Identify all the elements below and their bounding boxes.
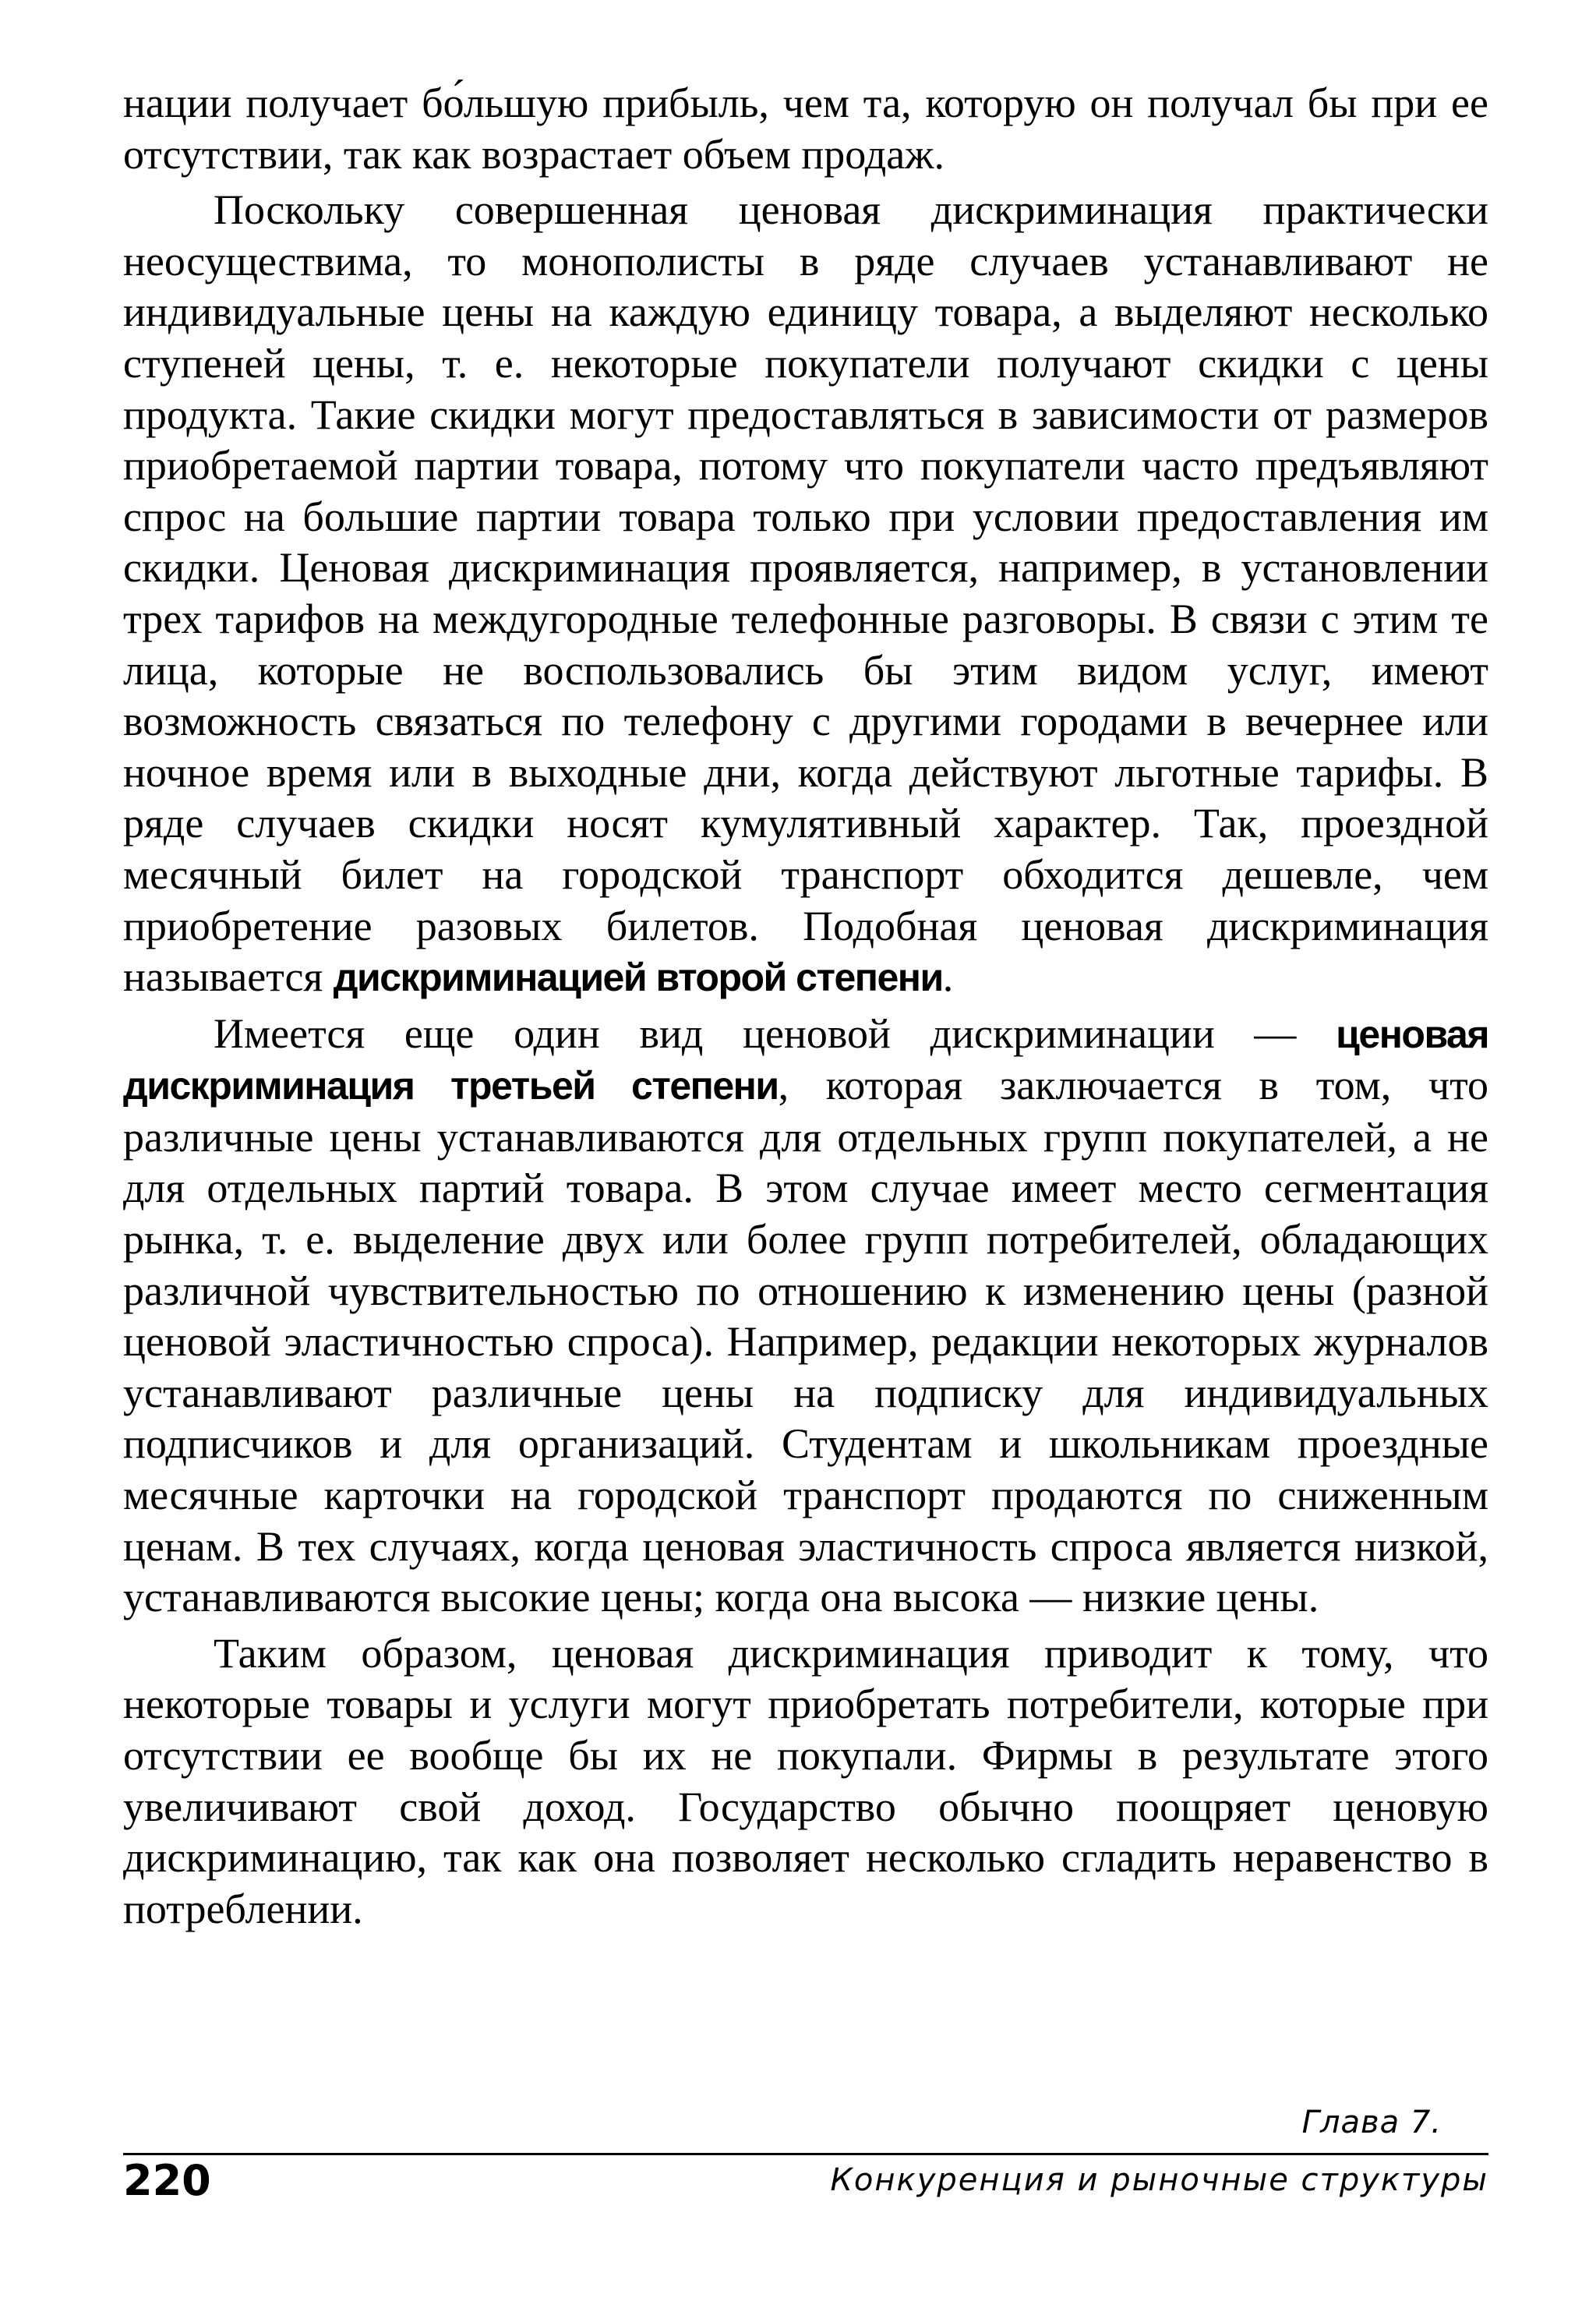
paragraph-second-degree bbox=[123, 185, 1488, 1004]
page-body bbox=[123, 78, 1488, 1935]
paragraph-4-text: Таким образом, ценовая дискриминация приводит к тому, что некоторые товары и услуги могут приобретать потребители, которые при отсутствии ее вообще бы их не покупали. Фирмы в результате этого увеличивают свой доход. Государство обычно поощряет ценовую дискриминацию, так как она позволяет несколько сгладить неравенство в потреблении. bbox=[123, 1629, 1488, 1932]
page-number: 220 bbox=[123, 2156, 211, 2205]
term-second-degree-discrimination: дискриминацией второй степени bbox=[333, 956, 943, 1000]
paragraph-2-end: . bbox=[942, 953, 954, 1001]
paragraph-3-start: Имеется еще один вид ценовой дискриминации — bbox=[214, 1009, 1297, 1057]
running-head-chapter: Глава 7. bbox=[1301, 2105, 1442, 2140]
footer-divider bbox=[123, 2153, 1488, 2155]
paragraph-3-rest: , которая заключается в том, что различные цены устанавливаются для отдельных групп покупателей, а не для отдельных партий товара. В этом случае имеет место сегментация рынка, т. е. выделение двух или более групп потребителей, обладающих различной чувствительностью по отношению к изменению цены (разной ценовой эластичностью спроса). Например, редакции некоторых журналов устанавливают различные цены на подписку для индивидуальных подписчиков и для организаций. Студентам и школьникам проездные месячные карточки на городской транспорт продаются по сниженным ценам. В тех случаях, когда ценовая эластичность спроса является низкой, устанавливаются высокие цены; когда она высока — низкие цены. bbox=[123, 1062, 1488, 1621]
page-footer bbox=[123, 2105, 1488, 2229]
paragraph-1-text: нации получает бо́льшую прибыль, чем та, которую он получал бы при ее отсутствии, так как возрастает объем продаж. bbox=[123, 80, 1488, 178]
term-third-degree-discrimination: ценовая дискриминация третьей степени bbox=[123, 1012, 1489, 1108]
paragraph-third-degree bbox=[123, 1009, 1488, 1624]
paragraph-2-text: Поскольку совершенная ценовая дискриминация практически неосуществима, то монополисты в ряде случаев устанавливают не индивидуальные цены на каждую единицу товара, а выделяют несколько ступеней цены, т. е. некоторые покупатели получают скидки с цены продукта. Такие скидки могут предоставляться в зависимости от размеров приобретаемой партии товара, потому что покупатели часто предъявляют спрос на большие партии товара только при условии предоставления им скидки. Ценовая дискриминация проявляется, например, в установлении трех тарифов на междугородные телефонные разговоры. В связи с этим те лица, которые не воспользовались бы этим видом услуг, имеют возможность связаться по телефону с другими городами в вечернее или ночное время или в выходные дни, когда действуют льготные тарифы. В ряде случаев скидки носят кумулятивный характер. Так, проездной месячный билет на городской транспорт обходится дешевле, чем приобретение разовых билетов. Подобная ценовая дискриминация называется bbox=[123, 186, 1488, 1001]
running-head-title: Конкуренция и рыночные структуры bbox=[830, 2162, 1488, 2198]
paragraph-conclusion bbox=[123, 1628, 1488, 1935]
paragraph-continuation bbox=[123, 78, 1488, 180]
